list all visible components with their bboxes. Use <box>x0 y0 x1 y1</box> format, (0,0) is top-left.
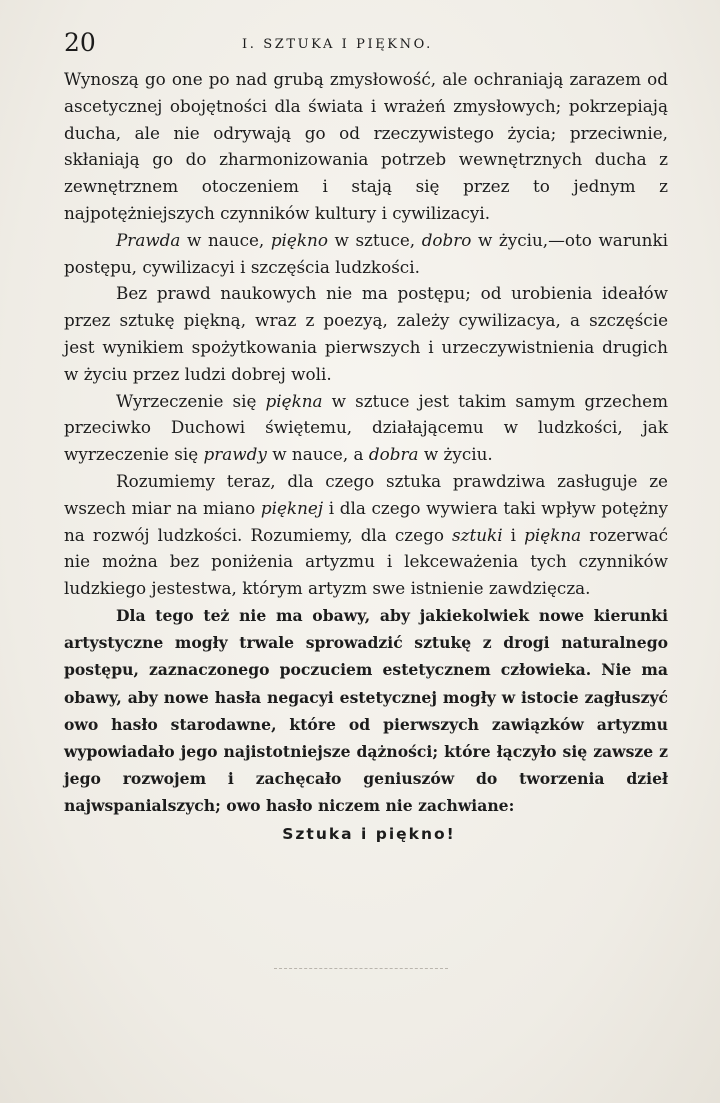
emph-sztuki: sztuki <box>452 524 503 545</box>
emph-piekna: piękna <box>265 390 323 411</box>
para5-text-1: i dla czego wywiera taki wpływ potężny na rozwój ludzkości. Rozumiemy, dla czego <box>64 497 668 545</box>
emph-dobro: dobro <box>421 229 472 250</box>
para4-text-2: w nauce, a <box>266 444 369 465</box>
divider-rule <box>274 968 448 969</box>
page-number: 20 <box>64 28 96 57</box>
para2-text-2: w sztuce, <box>327 229 422 250</box>
para4-text-0: Wyrzeczenie się <box>116 390 266 411</box>
para5-text-2: i <box>502 524 525 545</box>
paragraph-3: Bez prawd naukowych nie ma postępu; od urobienia ideałów przez sztukę piękną, wraz z poezyą, zależy cywilizacya, a szczęście jest wynikiem spożytkowania pierwszych i urzeczywistnienia drugich w życiu przez ludzi dobrej woli. <box>64 283 668 384</box>
paragraph-2 <box>64 227 668 281</box>
para5-text-3: rozerwać nie można bez poniżenia artyzmu i lekceważenia tych czynników ludzkiego jestestwa, którym artyzm swe istnienie zawdzięcza. <box>64 524 668 599</box>
emph-pieknej: pięknej <box>260 497 324 518</box>
para4-text-3: w życiu. <box>418 444 493 465</box>
page-header <box>64 26 668 62</box>
emph-piekna-2: piękna <box>524 524 582 545</box>
emph-prawda: Prawda <box>116 229 181 250</box>
body-text <box>64 66 668 848</box>
para2-text-3: w życiu,—oto warunki postępu, cywilizacyi i szczęścia ludzkości. <box>64 229 668 277</box>
emph-piekno: piękno <box>270 229 328 250</box>
para2-text-1: w nauce, <box>180 229 271 250</box>
paragraph-4 <box>64 388 668 468</box>
paragraph-6: Dla tego też nie ma obawy, aby jakiekolwiek nowe kierunki artystyczne mogły trwale sprowadzić sztukę z drogi naturalnego postępu, zaznaczonego poczuciem estetycznem człowieka. Nie ma obawy, aby nowe hasła negacyi estetycznej mogły w istocie zagłuszyć owo hasło starodawne, które od pierwszych zawiązków artyzmu wypowiadało jego najistotniejsze dążności; które łączyło się zawsze z jego rozwojem i zachęcało geniuszów do tworzenia dzieł najwspanialszych; owo hasło niczem nie zachwiane: <box>64 605 668 816</box>
closing-motto: Sztuka i piękno! <box>282 824 456 843</box>
para5-text-0: Rozumiemy teraz, dla czego sztuka prawdziwa zasługuje ze wszech miar na miano <box>64 470 668 518</box>
running-head: I. SZTUKA I PIĘKNO. <box>242 37 433 52</box>
emph-dobra: dobra <box>368 444 419 465</box>
paragraph-5 <box>64 468 668 602</box>
paragraph-1: Wynoszą go one po nad grubą zmysłowość, ale ochraniają zarazem od ascetycznej obojętności dla świata i wrażeń zmysłowych; pokrzepiają ducha, ale nie odrywają go od rzeczywistego życia; przeciwnie, skłaniają go do zharmonizowania potrzeb wewnętrznych ducha z zewnętrznem otoczeniem i stają się przez to jednym z najpotężniejszych czynników kultury i cywilizacyi. <box>64 69 668 223</box>
emph-prawdy: prawdy <box>203 444 267 465</box>
para4-text-1: w sztuce jest takim samym grzechem przeciwko Duchowi świętemu, działającemu w ludzkości, jak wyrzeczenie się <box>64 390 668 465</box>
